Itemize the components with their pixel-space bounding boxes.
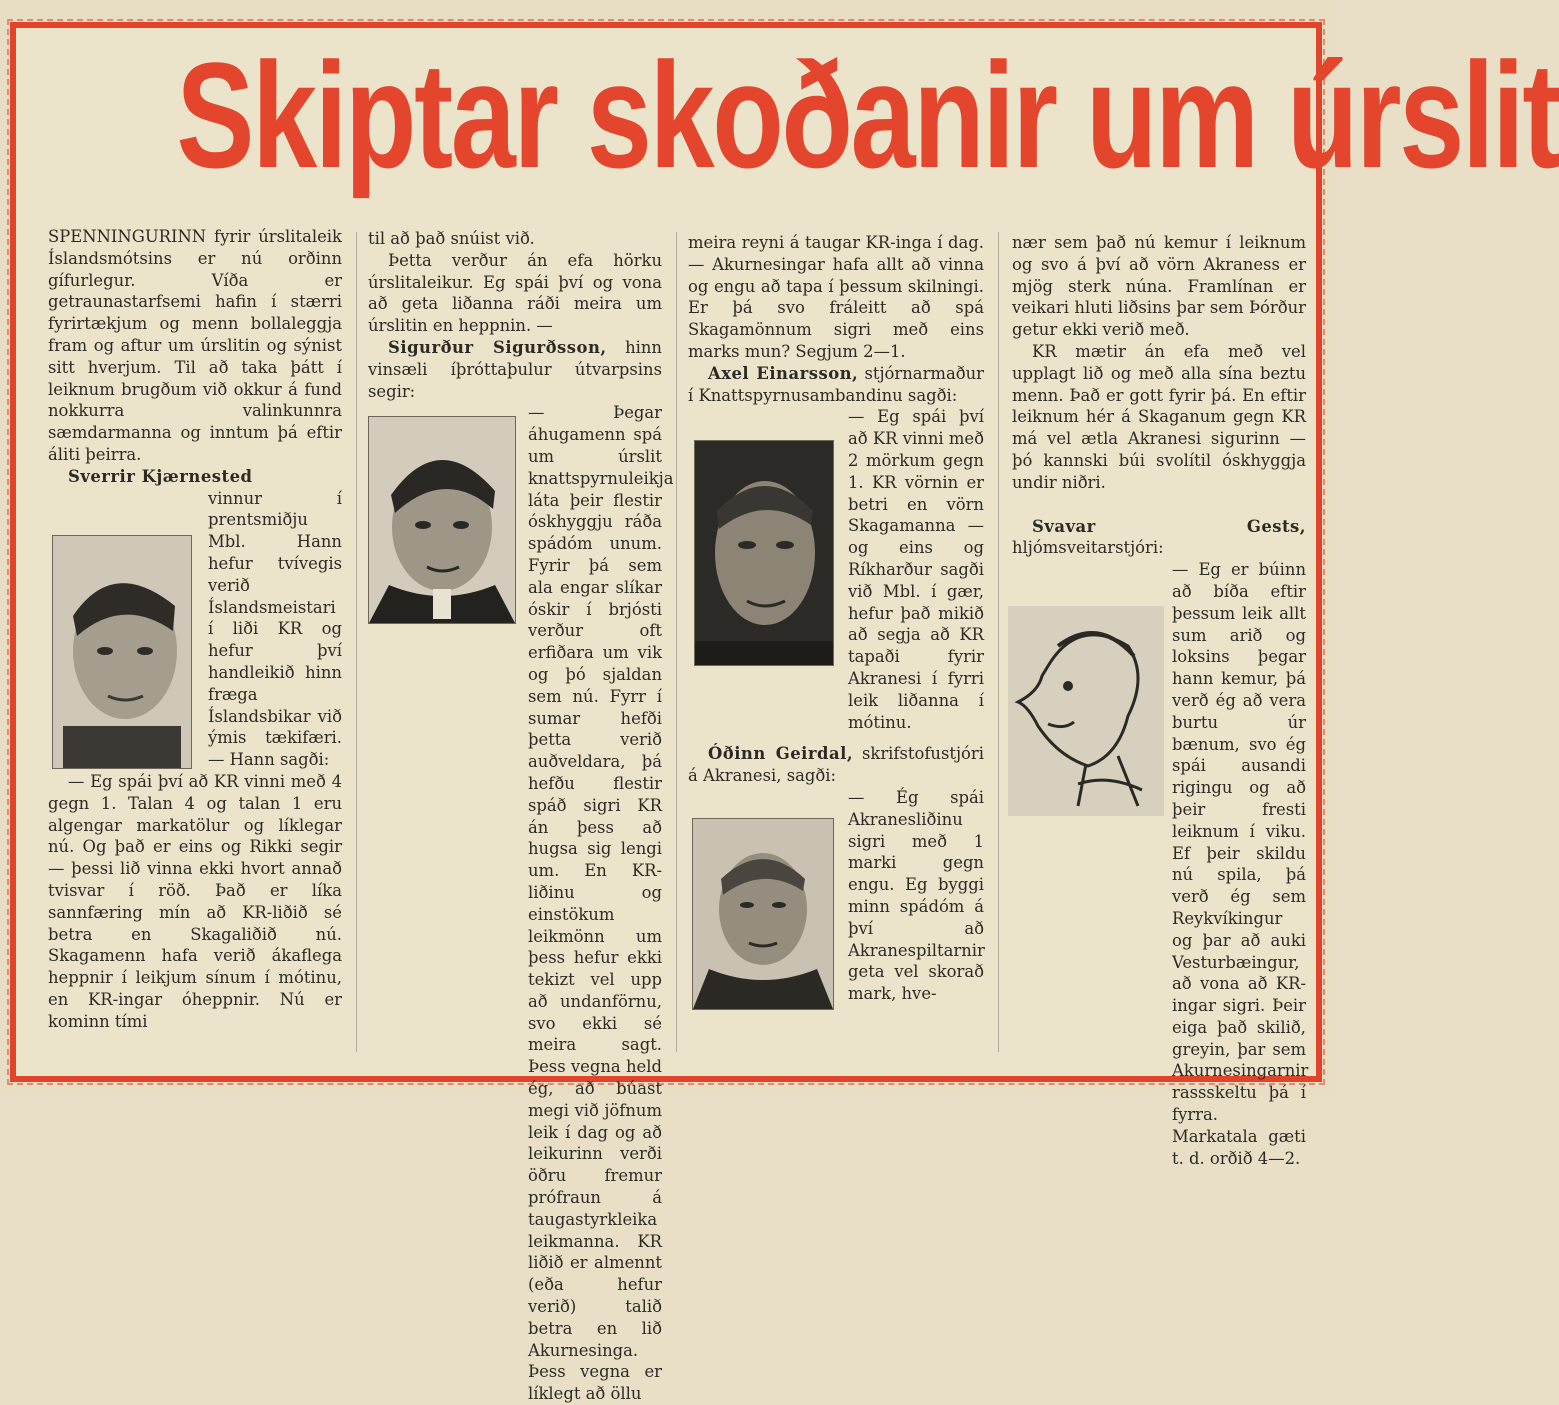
quote-paragraph: — Eg spái því að KR vinni með 4 gegn 1. Talan 4 og talan 1 eru algengar markatölur og líklegar nú. Og það er eins og Rikki segir — þessi lið vinna ekki hvort annað tvisvar í röð. Það er líka sannfæring mín að KR-liðið sé betra en Skagaliðið nú. Skagamenn hafa verið ákaflega heppnir í leikjum sínum í mótinu, en KR-ingar óheppnir. Nú er kominn tími [48,771,342,1031]
paragraph: til að það snúist við. [368,229,535,248]
paragraph [368,337,662,402]
quote-paragraph: — Þegar áhugamenn spá um úrslit knattspyrnuleikja láta þeir flestir óskhyggju ráða spádóm unum. Fyrir þá sem ala engar slíkar óskir í brjósti verður oft erfiðara um vik og þó sjaldan sem nú. Fyrr í sumar hefði þetta verið auðveldara, þá hefðu flestir spáð sigri KR án þess að hugsa sig lengi um. En KR-liðinu og einstökum leikmönn um þess hefur ekki tekizt vel upp að undanförnu, svo ekki sé meira sagt. Þess vegna held ég, að búast megi við jöfnum leik í dag og að leikurinn verði öðru fremur prófraun á taugastyrkleika leikmanna. KR liðið er almennt (eða hefur verið) talið betra en lið Akurnesinga. Þess vegna er líklegt að öllu [528,403,674,1404]
quote-paragraph: — Eg er búinn að bíða eftir þessum leik allt sum arið og loksins þegar hann kemur, þá verð ég að vera burtu úr bænum, svo ég spái ausandi rigingu og að þeir fresti leiknum í viku. Ef þeir skildu nú spila, þá verð ég sem Reykvíkingur og þar að auki Vesturbæingur, að vona að KR-ingar sigri. Þeir eiga það skilið, greyin, þar sem Akurnesingarnir rassskeltu þá í fyrra. Markatala gæti t. d. orðið 4—2. [1172,560,1309,1168]
portrait-photo [692,818,834,1010]
headline: Skiptar skoðanir um úrslit [176,31,1559,199]
caricature-drawing [1008,606,1164,816]
interviewee-intro: vinnur í prentsmiðju Mbl. Hann hefur tvívegis verið Íslandsmeistari í liði KR og hefur því handleikið hinn fræga Íslandsbikar við ýmis tækifæri. — Hann sagði: [208,488,342,770]
interviewee-name: Axel Einarsson, [708,363,859,383]
paragraph [688,363,984,407]
column-2 [368,228,674,1405]
portrait-photo [368,416,516,624]
paragraph [688,743,984,787]
interviewee-name: Óðinn Geirdal, [708,744,854,764]
column-rule [356,232,357,1052]
paragraph: Þetta verður án efa hörku úrslitaleikur. Eg spái því og vona að geta liðanna ráði meira um úrslitin en heppnin. — [368,250,662,336]
quote-paragraph: — Ég spái Akranesliðinu sigri með 1 marki gegn engu. Eg byggi minn spádóm á því að Akranespiltarnir geta vel skorað mark, hve- [848,787,985,1004]
column-rule [998,232,999,1052]
paragraph: KR mætir án efa með vel upplagt lið og með alla sína beztu menn. Það er gott fyrir þá. En eftir leiknum hér á Skaganum gegn KR má vel ætla Akranesi sigurinn — þó kannski búi svolítil óskhyggja undir niðri. [1012,341,1306,492]
interviewee-name: Sigurður Sigurðsson, [388,337,607,357]
interviewee-intro: hljómsveitarstjóri: [1012,538,1164,558]
paragraph: nær sem það nú kemur í leiknum og svo á því að vörn Akraness er mjög sterk núna. Framlínan er veikari hluti liðsins þar sem Þórður getur ekki verið með. [1012,233,1306,340]
interviewee-name: Sverrir Kjærnested [68,466,253,486]
column-rule [676,232,677,1052]
portrait-photo [694,440,834,666]
interviewee-intro: hinn vinsæli íþróttaþulur útvarpsins segir: [368,337,662,401]
interviewee-intro: skrifstofustjóri á Akranesi, sagði: [688,744,984,786]
portrait-photo [52,535,192,769]
paragraph [1012,516,1306,560]
interviewee-intro: stjórnarmaður í Knattspyrnusambandinu sagði: [688,363,984,405]
paragraph: meira reyni á taugar KR-inga í dag. — Akurnesingar hafa allt að vinna og engu að tapa í þessum skilningi. Er þá svo fráleitt að spá Skagamönnum sigri með eins marks mun? Segjum 2—1. [688,233,984,361]
interviewee-name: Svavar Gests, [1032,516,1306,536]
quote-paragraph: — Eg spái því að KR vinni með 2 mörkum gegn 1. KR vörnin er betri en vörn Skagamanna — og eins og Ríkharður sagði við Mbl. í gær, hefur það mikið að segja að KR tapaði fyrir Akranesi í fyrri leik liðanna í mótinu. [848,407,984,732]
intro-paragraph: SPENNINGURINN fyrir úrslitaleik Íslandsmótsins er nú orðinn gífurlegur. Víða er getraunastarfsemi hafin í stærri fyrirtækjum og menn bollaleggja fram og aftur um úrslitin og sýnist sitt hverjum. Til að taka þátt í leiknum brugðum við okkur á fund nokkurra valinkunnra sæmdarmanna og inntum þá eftir áliti þeirra. [48,227,342,464]
